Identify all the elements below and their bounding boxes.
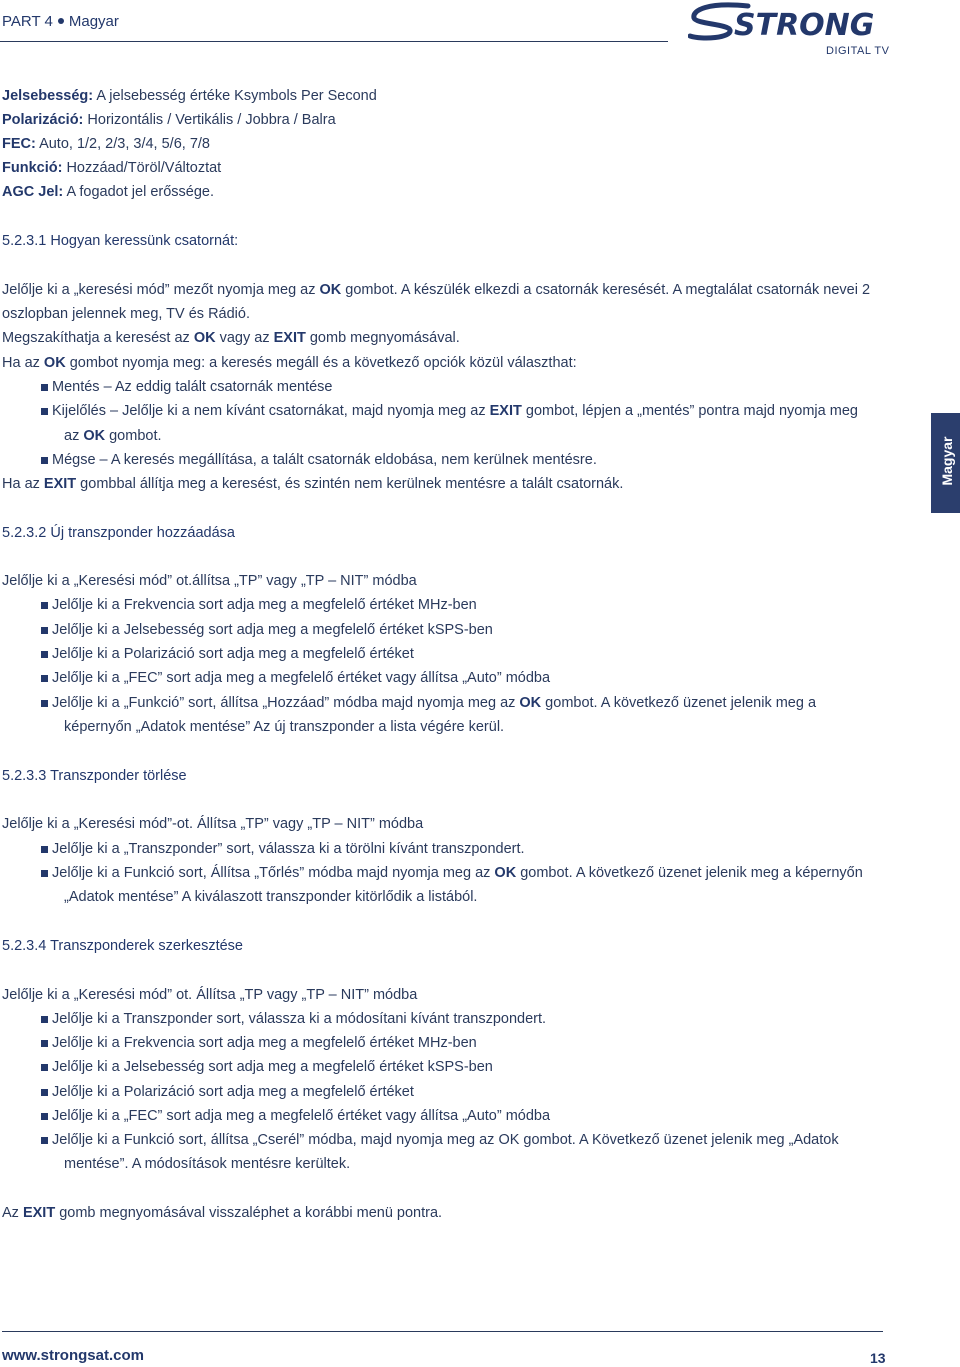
list-item: Jelőlje ki a „Transzponder” sort, válassza ki a törölni kívánt transzpondert. [52,841,525,857]
side-tab-label: Magyar [939,436,955,486]
paragraph: Megszakíthatja a keresést az OK vagy az EXIT gomb megnyomásával. [2,330,460,346]
param-polarization: Polarizáció: Horizontális / Vertikális / Jobbra / Balra [2,112,336,128]
paragraph: Jelőlje ki a „Keresési mód”-ot. Állítsa „TP” vagy „TP – NIT” módba [2,816,424,832]
list-item-continuation: az OK gombot. [64,428,162,444]
param-function: Funkció: Hozzáad/Töröl/Változtat [2,160,222,176]
header-rule [0,41,668,42]
paragraph: Az EXIT gomb megnyomásával visszaléphet a korábbi menü pontra. [2,1205,443,1221]
part-number: PART 4 [2,13,53,30]
list-item: Jelőlje ki a „FEC” sort adja meg a megfelelő értéket vagy állítsa „Auto” módba [52,1108,551,1124]
footer-url-link[interactable]: www.strongsat.com [2,1347,144,1364]
part-label [2,13,119,30]
part-language: Magyar [68,13,119,30]
brand-text: STRONG [734,8,875,43]
section-title-delete-transponder: 5.2.3.3 Transzponder törlése [2,768,187,784]
list-item: Jelőlje ki a Frekvencia sort adja meg a megfelelő értéket MHz-ben [52,1035,477,1051]
list-item: Jelőlje ki a Frekvencia sort adja meg a megfelelő értéket MHz-ben [52,597,477,613]
page-number: 13 [870,1350,886,1366]
footer-rule [2,1331,883,1332]
language-side-tab [931,413,960,513]
list-item: Jelőlje ki a Jelsebesség sort adja meg a megfelelő értéket kSPS-ben [52,622,493,638]
list-item: Jelőlje ki a „FEC” sort adja meg a megfelelő értéket vagy állítsa „Auto” módba [52,670,551,686]
strong-logo [688,2,888,46]
list-item: Jelőlje ki a Funkció sort, állítsa „Cserél” módba, majd nyomja meg az OK gombot. A Következő üzenet jelenik meg „Adatok [52,1132,839,1148]
paragraph: Jelőlje ki a „Keresési mód” ot. Állítsa „TP vagy „TP – NIT” módba [2,987,418,1003]
list-item-continuation: képernyőn „Adatok mentése” Az új transzponder a lista végére kerül. [64,719,505,735]
list-item: Jelőlje ki a Polarizáció sort adja meg a megfelelő értéket [52,1084,414,1100]
paragraph: oszlopban jelennek meg, TV és Rádió. [2,306,250,322]
list-item: Jelőlje ki a Jelsebesség sort adja meg a megfelelő értéket kSPS-ben [52,1059,493,1075]
list-item: Mentés – Az eddig talált csatornák mentése [52,379,333,395]
param-symbol-rate: Jelsebesség: A jelsebesség értéke Ksymbols Per Second [2,88,377,104]
page-header [0,0,960,60]
bullet-dot-icon [58,18,64,24]
list-item: Jelőlje ki a Funkció sort, Állítsa „Tőrlés” módba majd nyomja meg az OK gombot. A következő üzenet jelenik meg a képernyőn [52,865,863,881]
list-item-continuation: mentése”. A módosítások mentésre kerültek. [64,1156,351,1172]
paragraph: Ha az EXIT gombbal állítja meg a keresést, és szintén nem kerülnek mentésre a talált csatornák. [2,476,624,492]
paragraph: Jelőlje ki a „keresési mód” mezőt nyomja meg az OK gombot. A készülék elkezdi a csatornák keresését. A megtalálat csatornák nevei 2 [2,282,871,298]
section-title-search: 5.2.3.1 Hogyan keressünk csatornát: [2,233,239,249]
list-item: Mégse – A keresés megállítása, a talált csatornák eldobása, nem kerülnek mentésre. [52,452,597,468]
list-item: Kijelőlés – Jelőlje ki a nem kívánt csatornákat, majd nyomja meg az EXIT gombot, lépjen a „mentés” pontra majd nyomja meg [52,403,858,419]
brand-subtitle: DIGITAL TV [826,45,890,57]
section-title-edit-transponders: 5.2.3.4 Transzponderek szerkesztése [2,938,243,954]
list-item: Jelőlje ki a „Funkció” sort, állítsa „Hozzáad” módba majd nyomja meg az OK gombot. A következő üzenet jelenik meg a [52,695,817,711]
strong-logo-icon [688,2,888,46]
paragraph: Ha az OK gombot nyomja meg: a keresés megáll és a következő opciók közül választhat: [2,355,577,371]
list-item-continuation: „Adatok mentése” A kiválaszott transzponder kitörlődik a listából. [64,889,478,905]
list-item: Jelőlje ki a Polarizáció sort adja meg a megfelelő értéket [52,646,414,662]
section-title-add-transponder: 5.2.3.2 Új transzponder hozzáadása [2,525,235,541]
param-agc: AGC Jel: A fogadot jel erőssége. [2,184,214,200]
list-item: Jelőlje ki a Transzponder sort, válassza ki a módosítani kívánt transzpondert. [52,1011,547,1027]
paragraph: Jelőlje ki a „Keresési mód” ot.állítsa „TP” vagy „TP – NIT” módba [2,573,417,589]
param-fec: FEC: Auto, 1/2, 2/3, 3/4, 5/6, 7/8 [2,136,210,152]
